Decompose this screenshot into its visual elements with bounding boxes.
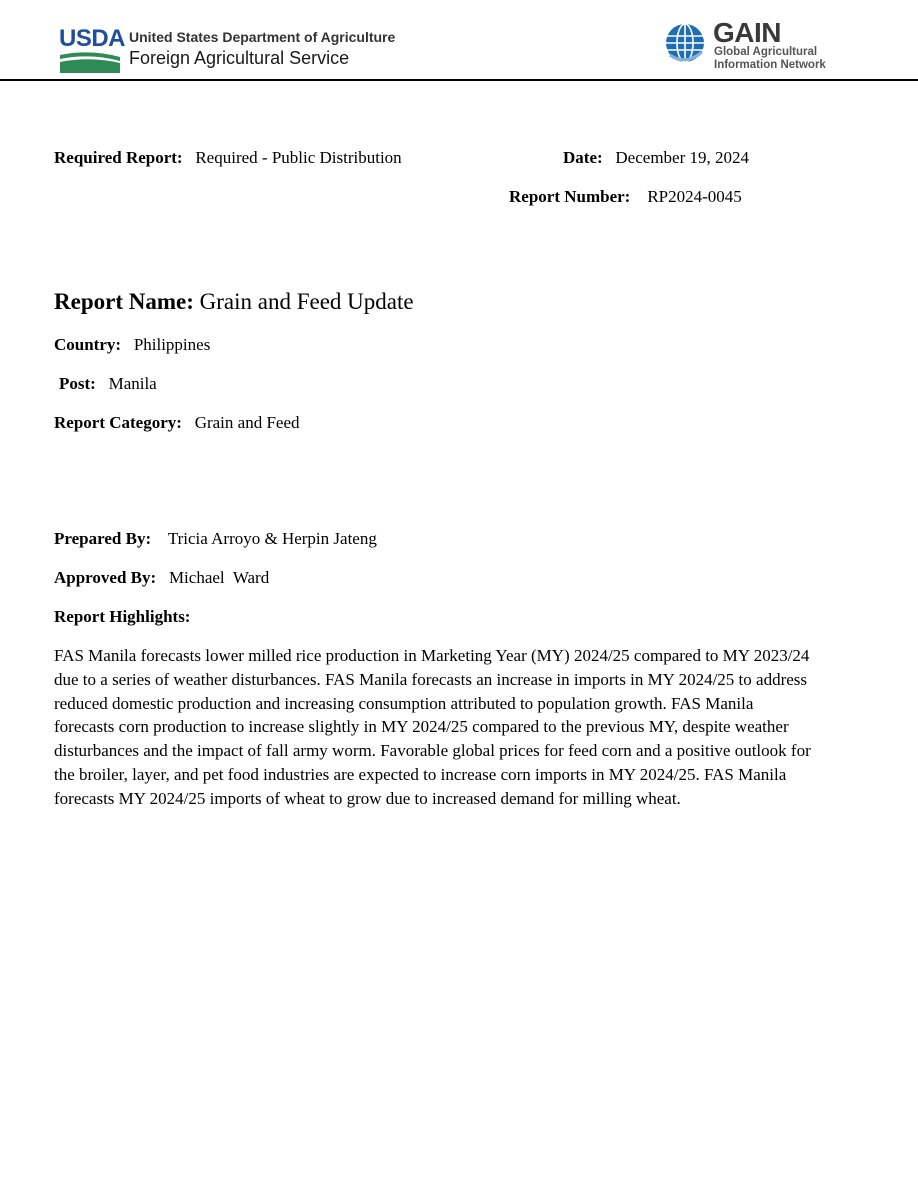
report-number-label: Report Number: xyxy=(509,187,631,206)
date-value: December 19, 2024 xyxy=(615,148,749,167)
approved-by-label: Approved By: xyxy=(54,568,157,587)
report-name-value: Grain and Feed Update xyxy=(199,289,414,314)
report-highlights-label: Report Highlights: xyxy=(54,607,191,626)
required-report-label: Required Report: xyxy=(54,148,183,167)
post-value: Manila xyxy=(108,374,157,393)
report-number-field xyxy=(509,187,742,207)
report-name-label: Report Name: xyxy=(54,289,194,314)
date-label: Date: xyxy=(563,148,603,167)
approved-by-value: Michael Ward xyxy=(168,568,270,587)
report-highlights-text: FAS Manila forecasts lower milled rice production in Marketing Year (MY) 2024/25 compared to MY 2023/24 due to a series of weather disturbances. FAS Manila forecasts an increase in imports in MY 2024/25 to address reduced domestic production and increasing consumption attributed to population growth. FAS Manila forecasts corn production to increase slightly in MY 2024/25 compared to the previous MY, despite weather disturbances and the impact of fall army worm. Favorable global prices for feed corn and a positive outlook for the broiler, layer, and pet food industries are expected to increase corn imports in MY 2024/25. FAS Manila forecasts MY 2024/25 imports of wheat to grow due to increased demand for milling wheat. xyxy=(54,646,811,808)
country-field xyxy=(54,335,210,355)
report-name-field xyxy=(54,289,414,315)
country-value: Philippines xyxy=(133,335,211,354)
required-report-value: Required - Public Distribution xyxy=(195,148,402,167)
country-label: Country: xyxy=(54,335,122,354)
approved-by-field xyxy=(54,568,269,588)
document-header xyxy=(0,0,918,82)
required-report-field xyxy=(54,148,402,168)
report-category-field xyxy=(54,413,300,433)
report-category-label: Report Category: xyxy=(54,413,182,432)
gain-title: GAIN xyxy=(713,17,781,48)
gain-subtitle-line1: Global Agricultural xyxy=(714,46,818,58)
usda-swoosh-icon xyxy=(60,51,120,73)
prepared-by-label: Prepared By: xyxy=(54,529,152,548)
header-divider xyxy=(0,79,918,81)
report-category-value: Grain and Feed xyxy=(194,413,300,432)
report-number-value: RP2024-0045 xyxy=(647,187,742,206)
gain-subtitle xyxy=(714,46,826,72)
date-field xyxy=(563,148,749,168)
post-label: Post: xyxy=(59,374,96,393)
report-highlights-heading xyxy=(54,607,190,627)
agency-title: Foreign Agricultural Service xyxy=(129,48,350,68)
prepared-by-field xyxy=(54,529,377,549)
post-field xyxy=(59,374,157,394)
gain-subtitle-line2: Information Network xyxy=(714,59,826,71)
globe-icon xyxy=(664,22,706,64)
usda-logo-text: USDA xyxy=(59,25,126,52)
usda-logo xyxy=(59,25,126,73)
department-title: United States Department of Agriculture xyxy=(129,29,396,45)
prepared-by-value: Tricia Arroyo & Herpin Jateng xyxy=(167,529,377,548)
